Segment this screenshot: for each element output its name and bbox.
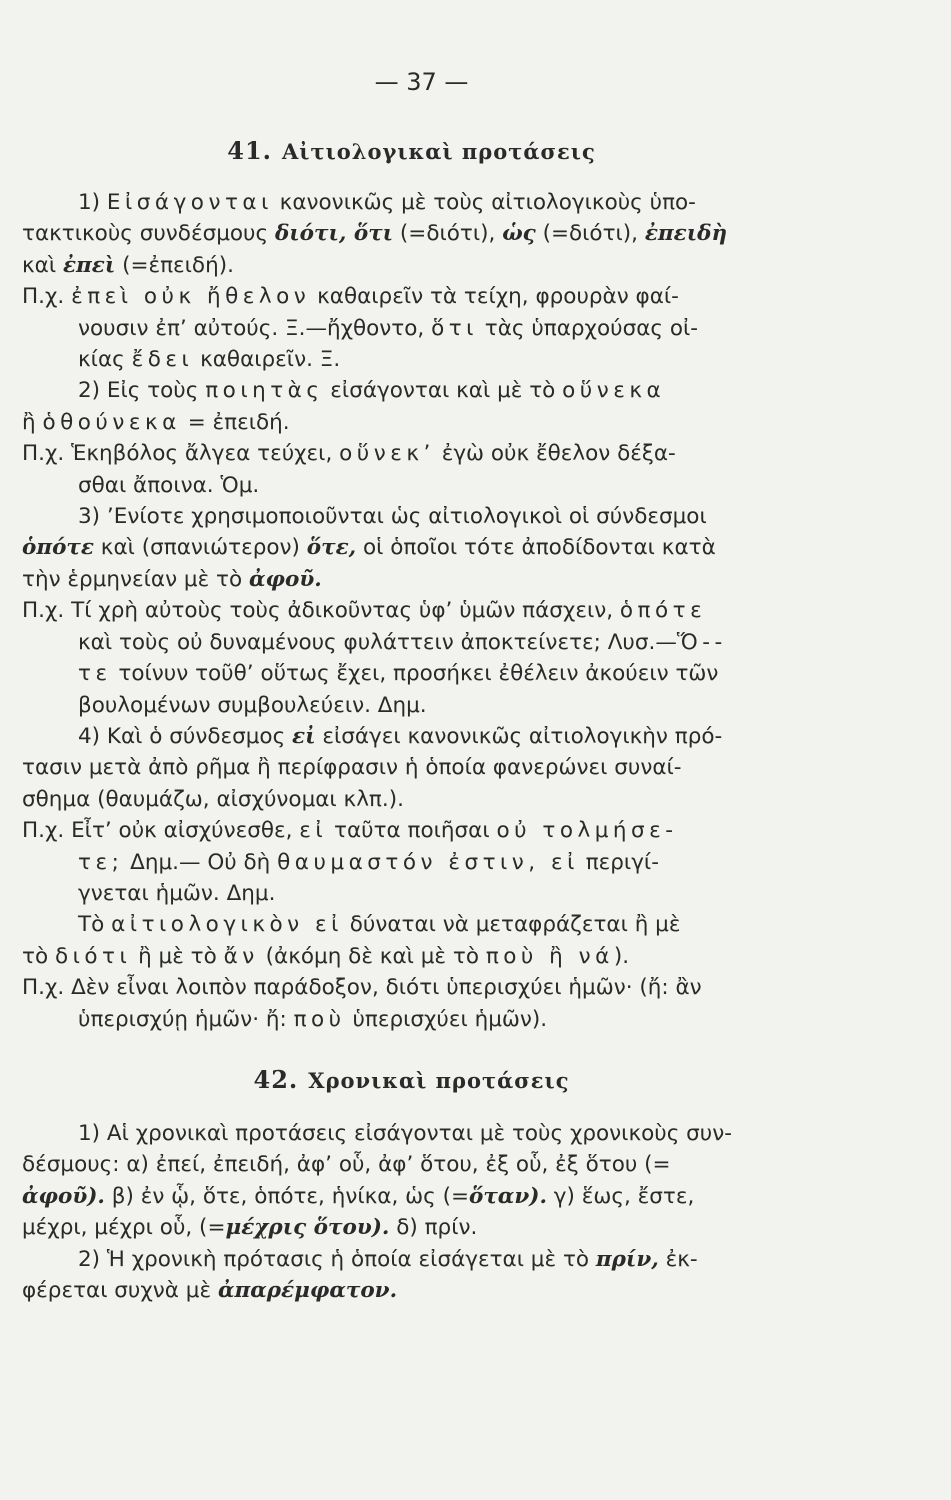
text-line xyxy=(22,344,801,375)
text-segment: Π.χ. Εἶτ’ οὐκ αἰσχύνεσθε, xyxy=(22,818,300,844)
emphasized-term: εἰ xyxy=(292,723,316,749)
spaced-text: θαυμαστόν ἐστιν, εἰ xyxy=(277,849,579,875)
spaced-text: ποιητὰς xyxy=(205,378,324,404)
text-segment: ἐγὼ οὐκ ἔθελον δέξα- xyxy=(434,441,676,467)
text-line xyxy=(22,1244,801,1275)
emphasized-term: ἀπαρέμφατον. xyxy=(217,1278,398,1303)
text-segment: καὶ (σπανιώτερον) xyxy=(93,535,307,561)
spaced-text: οὕνεκ’ xyxy=(339,441,435,467)
text-segment: ὑπερισχύει ἡμῶν). xyxy=(345,1006,548,1032)
text-line xyxy=(22,250,801,281)
text-line xyxy=(22,752,801,783)
text-line xyxy=(22,407,801,438)
emphasized-term: ὅτε, xyxy=(306,535,357,561)
text-line xyxy=(22,909,801,940)
text-segment: 2) Εἰς τοὺς xyxy=(78,378,206,404)
spaced-text: Ὅ-- xyxy=(676,629,727,655)
text-line xyxy=(22,595,801,626)
emphasized-term: ἀφοῦ. xyxy=(248,566,322,592)
text-line xyxy=(22,1118,801,1149)
spaced-text: ἔδει xyxy=(131,347,194,373)
text-segment: εἰσάγονται καὶ μὲ τὸ xyxy=(323,378,563,404)
text-segment: = ἐπειδή. xyxy=(180,409,290,435)
text-segment: σθημα (θαυμάζω, αἰσχύνομαι κλπ.). xyxy=(22,786,404,812)
text-line xyxy=(22,690,801,721)
text-segment: 3) ’Ενίοτε χρησιμοποιοῦνται ὡς αἰτιολογικοὶ οἱ σύνδεσμοι xyxy=(78,504,707,530)
emphasized-term: ὁπότε xyxy=(22,535,94,561)
emphasized-term: πρίν, xyxy=(595,1246,659,1272)
text-segment: Π.χ. Τί χρὴ αὐτοὺς τοὺς ἀδικοῦντας ὑφ’ ὑμῶν πάσχειν, xyxy=(22,598,620,624)
text-segment: κανονικῶς μὲ τοὺς αἰτιολογικοὺς ὑπο- xyxy=(272,190,696,215)
emphasized-term: ὅταν). xyxy=(469,1183,547,1209)
text-segment: τοίνυν τοῦθ’ οὕτως ἔχει, προσήκει ἐθέλειν ἀκούειν τῶν xyxy=(111,661,719,687)
text-line xyxy=(22,878,801,909)
text-segment: ἐκ- xyxy=(658,1246,698,1272)
text-line xyxy=(22,438,801,469)
section-42-number: 42. xyxy=(253,1064,299,1094)
section-41-number: 41. xyxy=(227,136,273,165)
spaced-text: ποὺ xyxy=(293,1006,346,1032)
text-segment: ). xyxy=(613,943,630,969)
text-segment: τὸ xyxy=(22,943,55,969)
text-line xyxy=(22,721,801,752)
text-segment: 4) Καὶ ὁ σύνδεσμος xyxy=(78,723,293,749)
text-line xyxy=(22,972,801,1003)
text-segment: Δημ.— Οὐ δὴ xyxy=(123,849,278,875)
spaced-text: τε; xyxy=(78,849,124,875)
text-segment: Τὸ xyxy=(78,912,112,938)
text-line xyxy=(22,784,801,815)
text-segment: καθαιρεῖν τὰ τείχη, φρουρὰν φαί- xyxy=(310,284,679,310)
text-segment: γνεται ἡμῶν. Δημ. xyxy=(78,880,276,906)
spaced-text: ὁπότε xyxy=(619,598,707,624)
text-segment: νουσιν ἐπ’ αὐτούς. Ξ.—ἤχθοντο, xyxy=(78,315,432,341)
text-line xyxy=(22,1149,801,1180)
text-segment: (=διότι), xyxy=(393,221,503,247)
spaced-text: αἰτιολογικὸν εἰ xyxy=(111,912,343,938)
text-segment: οἱ ὁποῖοι τότε ἀποδίδονται κατὰ xyxy=(356,535,716,561)
text-segment: τασιν μετὰ ἀπὸ ρῆμα ἢ περίφρασιν ἡ ὁποία φανερώνει συναί- xyxy=(22,755,682,781)
text-segment: Π.χ. xyxy=(22,284,72,310)
spaced-text: οὐ τολμήσε- xyxy=(496,818,678,844)
text-segment: (ἀκόμη δὲ καὶ μὲ τὸ xyxy=(258,943,486,969)
text-segment: ἢ xyxy=(22,409,43,435)
text-line xyxy=(22,187,801,218)
text-segment: κίας xyxy=(78,347,132,373)
spaced-text: διότι xyxy=(54,943,132,969)
text-line xyxy=(22,281,801,312)
text-segment: 1) Αἱ χρονικαὶ προτάσεις εἰσάγονται μὲ τοὺς χρονικοὺς συν- xyxy=(78,1120,733,1146)
text-line xyxy=(22,532,801,563)
text-segment: σθαι ἄποινα. Ὁμ. xyxy=(78,472,260,498)
text-line xyxy=(22,564,801,595)
emphasized-term: ὡς xyxy=(502,221,536,247)
text-segment: 2) Ἡ χρονικὴ πρότασις ἡ ὁποία εἰσάγεται μὲ τὸ xyxy=(78,1246,596,1272)
text-line xyxy=(22,1212,801,1243)
text-segment: τὴν ἑρμηνείαν μὲ τὸ xyxy=(22,566,249,592)
text-line xyxy=(22,627,801,658)
text-segment: ὑπερισχύῃ ἡμῶν· ἤ: xyxy=(78,1006,294,1032)
text-segment: γ) ἕως, ἔστε, xyxy=(546,1183,695,1209)
section-42-heading xyxy=(22,1065,801,1094)
text-line xyxy=(22,313,801,344)
section-41-heading xyxy=(22,136,801,165)
text-segment: μέχρι, μέχρι οὗ, (= xyxy=(22,1215,226,1241)
text-line xyxy=(22,218,801,249)
text-segment: τακτικοὺς συνδέσμους xyxy=(22,221,275,247)
text-segment: δύναται νὰ μεταφράζεται ἢ μὲ xyxy=(342,912,681,938)
text-segment: περιγί- xyxy=(578,849,659,875)
text-segment: (=ἐπειδή). xyxy=(115,252,234,278)
text-line xyxy=(22,658,801,689)
text-segment: φέρεται συχνὰ μὲ xyxy=(22,1278,218,1303)
text-line xyxy=(22,941,801,972)
spaced-text: τε xyxy=(78,661,112,687)
text-line xyxy=(22,815,801,846)
text-line xyxy=(22,501,801,532)
spaced-text: Εἰσάγονται xyxy=(106,190,273,215)
text-segment: δέσμους: α) ἐπεί, ἐπειδή, ἀφ’ οὗ, ἀφ’ ὅτου, ἐξ οὗ, ἐξ ὅτου (= xyxy=(22,1152,671,1178)
text-segment: καθαιρεῖν. Ξ. xyxy=(193,347,341,373)
emphasized-term: ἐπεὶ xyxy=(62,252,116,278)
text-segment: βουλομένων συμβουλεύειν. Δημ. xyxy=(78,692,427,718)
page-number: — 37 — xyxy=(374,68,469,96)
emphasized-term: διότι, ὅτι xyxy=(274,221,394,247)
section-41-title: Αἰτιολογικαὶ προτάσεις xyxy=(282,139,596,164)
text-segment: Π.χ. Δὲν εἶναι λοιπὸν παράδοξον, διότι ὑπερισχύει ἡμῶν· (ἤ: ἂν xyxy=(22,975,702,1001)
emphasized-term: μέχρις ὅτου). xyxy=(225,1215,390,1241)
text-line xyxy=(22,847,801,878)
text-segment: β) ἐν ᾧ, ὅτε, ὁπότε, ἡνίκα, ὡς (= xyxy=(104,1183,469,1209)
emphasized-term: ἐπειδὴ xyxy=(644,221,728,247)
text-line xyxy=(22,1181,801,1212)
spaced-text: ὁθούνεκα xyxy=(42,409,181,435)
text-segment: τὰς ὑπαρχούσας οἰ- xyxy=(477,315,699,341)
text-line xyxy=(22,1275,801,1306)
spaced-text: εἰ xyxy=(299,818,328,844)
section-42-body xyxy=(22,1118,801,1306)
spaced-text: ἐπεὶ οὐκ ἤθελον xyxy=(71,284,311,310)
text-segment: ἢ μὲ τὸ xyxy=(131,943,224,969)
text-segment: ταῦτα ποιῆσαι xyxy=(327,818,497,844)
emphasized-term: ἀφοῦ). xyxy=(22,1183,105,1209)
section-41-body xyxy=(22,187,801,1035)
text-line xyxy=(22,1004,801,1035)
spaced-text: οὕνεκα xyxy=(562,378,666,404)
section-42-title: Χρονικαὶ προτάσεις xyxy=(308,1067,570,1093)
text-segment: καὶ xyxy=(22,252,63,278)
text-segment: εἰσάγει κανονικῶς αἰτιολογικὴν πρό- xyxy=(315,723,723,749)
spaced-text: ἄν xyxy=(223,943,259,969)
text-segment: Π.χ. Ἑκηβόλος ἄλγεα τεύχει, xyxy=(22,441,340,467)
text-segment: 1) xyxy=(78,190,107,215)
spaced-text: ὅτι xyxy=(431,315,478,341)
text-line xyxy=(22,375,801,406)
text-segment: (=διότι), xyxy=(535,221,645,247)
text-line xyxy=(22,470,801,501)
text-segment: δ) πρίν. xyxy=(389,1215,478,1241)
spaced-text: ποὺ ἢ νά xyxy=(485,943,614,969)
text-segment: καὶ τοὺς οὐ δυναμένους φυλάττειν ἀποκτείνετε; Λυσ.— xyxy=(78,629,677,655)
